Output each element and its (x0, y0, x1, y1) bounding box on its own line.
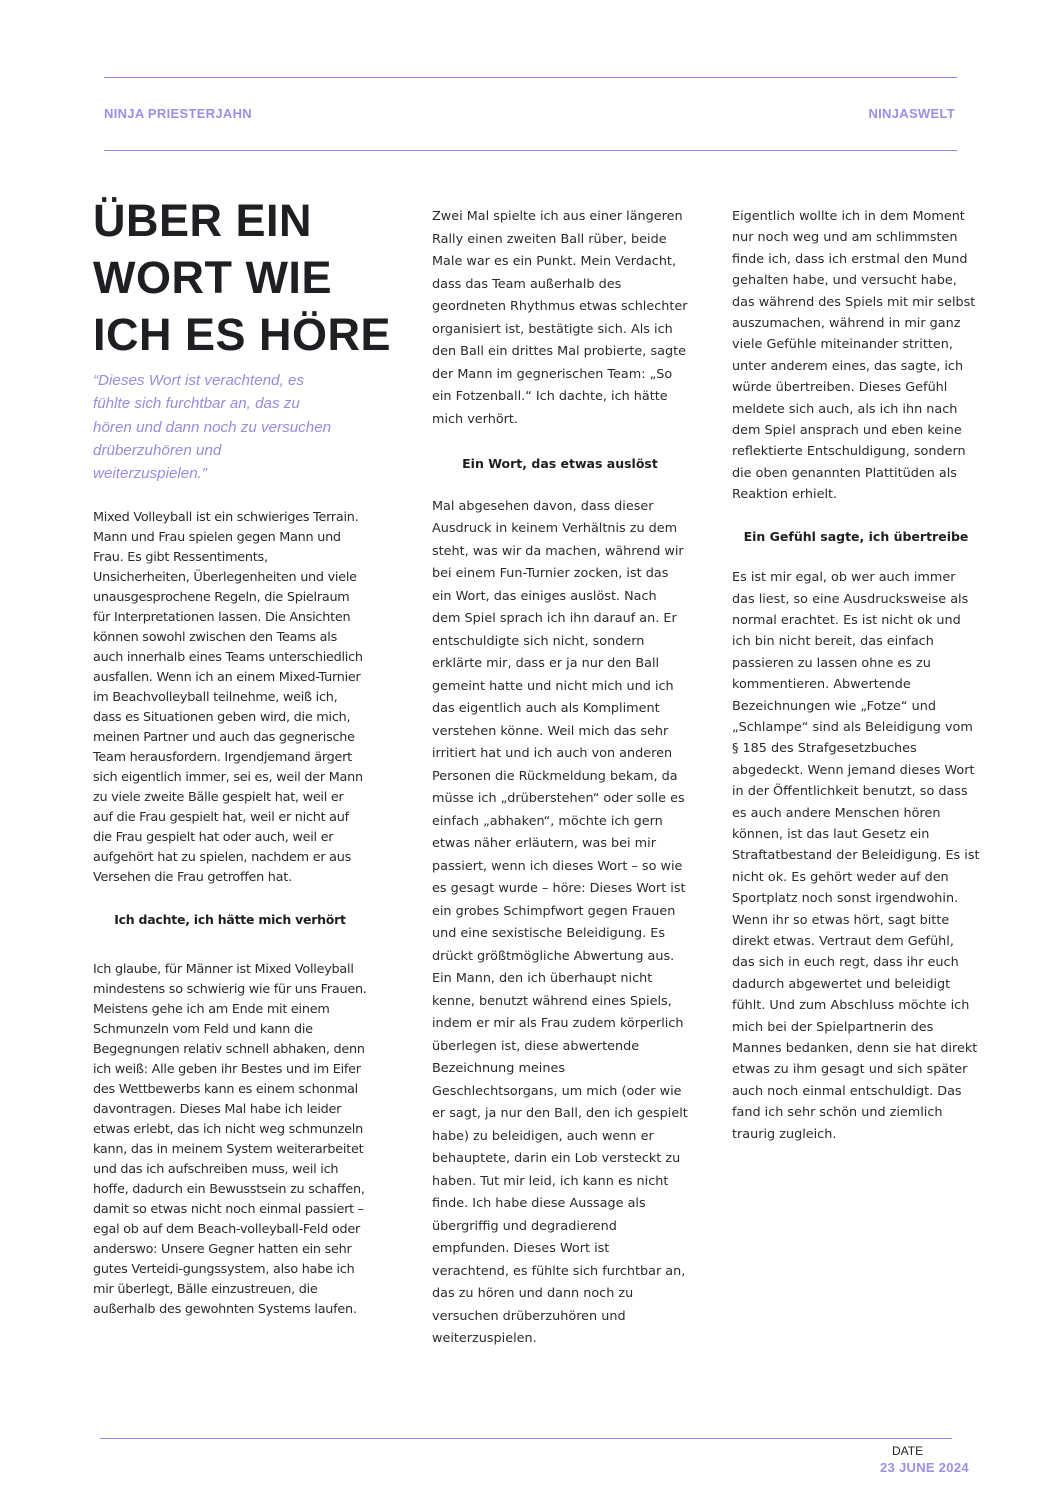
header-bottom-rule (104, 150, 957, 151)
paragraph: Mal abgesehen davon, dass dieser Ausdruck in keinem Verhältnis zu dem steht, was wir da machen, während wir bei einem Fun-Turnier zocken, ist das ein Wort, das einiges auslöst. Nach dem Spiel sprach ich ihn darauf an. Er entschuldigte sich nicht, sondern erklärte mir, dass er ja nur den Ball gemeint hatte und nicht mich und ich das eigentlich auch als Kompliment verstehen könne. Weil mich das sehr irritiert hat und ich auch von anderen Personen die Rückmeldung bekam, da müsse ich „drüberstehen“ oder solle es einfach „abhaken“, möchte ich gern etwas näher erläutern, was bei mir passiert, wenn ich dieses Wort – so wie es gesagt wurde – höre: Dieses Wort ist ein grobes Schimpfwort gegen Frauen und eine sexistische Beleidigung. Es drückt größtmögliche Abwertung aus. Ein Mann, den ich überhaupt nicht kenne, benutzt während eines Spiels, indem er mir als Frau zudem körperlich überlegen ist, diese abwertende Bezeichnung meines Geschlechtsorgans, um mich (oder wie er sagt, ja nur den Ball, den ich gespielt habe) zu beleidigen, auch wenn er behauptete, darin ein Lob versteckt zu haben. Tut mir leid, ich kann es nicht finde. Ich habe diese Aussage als übergriffig und degradierend empfunden. Dieses Wort ist verachtend, es fühlte sich furchtbar an, das zu hören und dann noch zu versuchen drüberzuhören und weiterzuspielen. (432, 498, 688, 1346)
subheading: Ich dachte, ich hätte mich verhört (114, 912, 346, 927)
date-value: 23 JUNE 2024 (880, 1460, 969, 1475)
date-label: DATE (892, 1444, 924, 1458)
pull-quote: “Dieses Wort ist verachtend, es fühlte sich furchtbar an, das zu hören und dann noch zu versuchen drüberzuhören und weiterzuspielen.” (93, 372, 332, 483)
subheading: Ein Wort, das etwas auslöst (462, 456, 658, 471)
footer-rule (100, 1438, 952, 1439)
author-name: NINJA PRIESTERJAHN (104, 106, 252, 121)
site-name: NINJASWELT (868, 106, 955, 121)
paragraph: Es ist mir egal, ob wer auch immer das liest, so eine Ausdrucksweise als normal erachtet. Es ist nicht ok und ich bin nicht bereit, das einfach passieren zu lassen ohne es zu kommentieren. Abwertende Bezeichnungen wie „Fotze“ und „Schlampe“ sind als Beleidigung vom § 185 des Strafgesetzbuches abgedeckt. Wenn jemand dieses Wort in der Öffentlichkeit benutzt, so dass es auch andere Menschen hören können, ist das laut Gesetz ein Straftatbestand der Beleidigung. Es ist nicht ok. Es gehört weder auf den Sportplatz noch sonst irgendwohin. Wenn ihr so etwas hört, sagt bitte direkt etwas. Vertraut dem Gefühl, das sich in euch regt, dass ihr euch dadurch abgewertet und beleidigt fühlt. Und zum Abschluss möchte ich mich bei der Spielpartnerin des Mannes bedanken, denn sie hat direkt etwas zu ihm gesagt und sich später auch noch einmal entschuldigt. Das fand ich sehr schön und ziemlich traurig zugleich. (732, 570, 980, 1142)
paragraph: Mixed Volleyball ist ein schwieriges Terrain. Mann und Frau spielen gegen Mann und Frau. Es gibt Ressentiments, Unsicherheiten, Überlegenheiten und viele unausgesprochene Regeln, die Spielraum für Interpretationen lassen. Die Ansichten können sowohl zwischen den Teams als auch innerhalb eines Teams unterschiedlich ausfallen. Wenn ich an einem Mixed-Turnier im Beachvolleyball teilnehme, weiß ich, dass es Situationen geben wird, die mich, meinen Partner und auch das gegnerische Team herausfordern. Irgendjemand ärgert sich eigentlich immer, sei es, weil der Mann zu viele zweite Bälle gespielt hat, weil er auf die Frau gespielt hat, weil er nicht auf die Frau gespielt hat oder auch, weil er aufgehört hat zu spielen, nachdem er aus Versehen die Frau getroffen hat. (93, 510, 363, 885)
paragraph: Ich glaube, für Männer ist Mixed Volleyball mindestens so schwierig wie für uns Frauen. Meistens gehe ich am Ende mit einem Schmunzeln vom Feld und kann die Begegnungen relativ schnell abhaken, denn ich weiß: Alle geben ihr Bestes und im Eifer des Wettbewerbs kann es einem schonmal davontragen. Dieses Mal habe ich leider etwas erlebt, das ich nicht weg schmunzeln kann, das in meinem System weiterarbeitet und das ich aufschreiben muss, weil ich hoffe, dadurch ein Bewusstsein zu schaffen, damit so etwas nicht noch einmal passiert – egal ob auf dem Beach-volleyball-Feld oder anderswo: Unsere Gegner hatten ein sehr gutes Verteidi-gungssystem, also habe ich mir überlegt, Bälle einzustreuen, die außerhalb des gewohnten Systems laufen. (93, 962, 367, 1317)
column-3 (732, 206, 980, 1145)
column-2 (432, 206, 688, 1351)
paragraph: Zwei Mal spielte ich aus einer längeren Rally einen zweiten Ball rüber, beide Male war es ein Punkt. Mein Verdacht, dass das Team außerhalb des geordneten Rhythmus etwas schlechter organisiert ist, bestätigte sich. Als ich den Ball ein drittes Mal probierte, sagte der Mann im gegnerischen Team: „So ein Fotzenball.“ Ich dachte, ich hätte mich verhört. (432, 209, 688, 427)
column-1 (93, 508, 367, 1320)
subheading: Ein Gefühl sagte, ich übertreibe (743, 528, 969, 544)
article-title: ÜBER EIN WORT WIE ICH ES HÖRE (93, 195, 392, 360)
header-top-rule (104, 77, 957, 78)
paragraph: Eigentlich wollte ich in dem Moment nur noch weg und am schlimmsten finde ich, dass ich erstmal den Mund gehalten habe, und versucht habe, das während des Spiels mit mir selbst auszumachen, während in mir ganz viele Gefühle miteinander stritten, unter anderem eines, das sagte, ich würde übertreiben. Dieses Gefühl meldete sich auch, als ich ihn nach dem Spiel ansprach und eben keine reflektierte Entschuldigung, sondern die oben genannten Plattitüden als Reaktion erhielt. (732, 209, 976, 503)
